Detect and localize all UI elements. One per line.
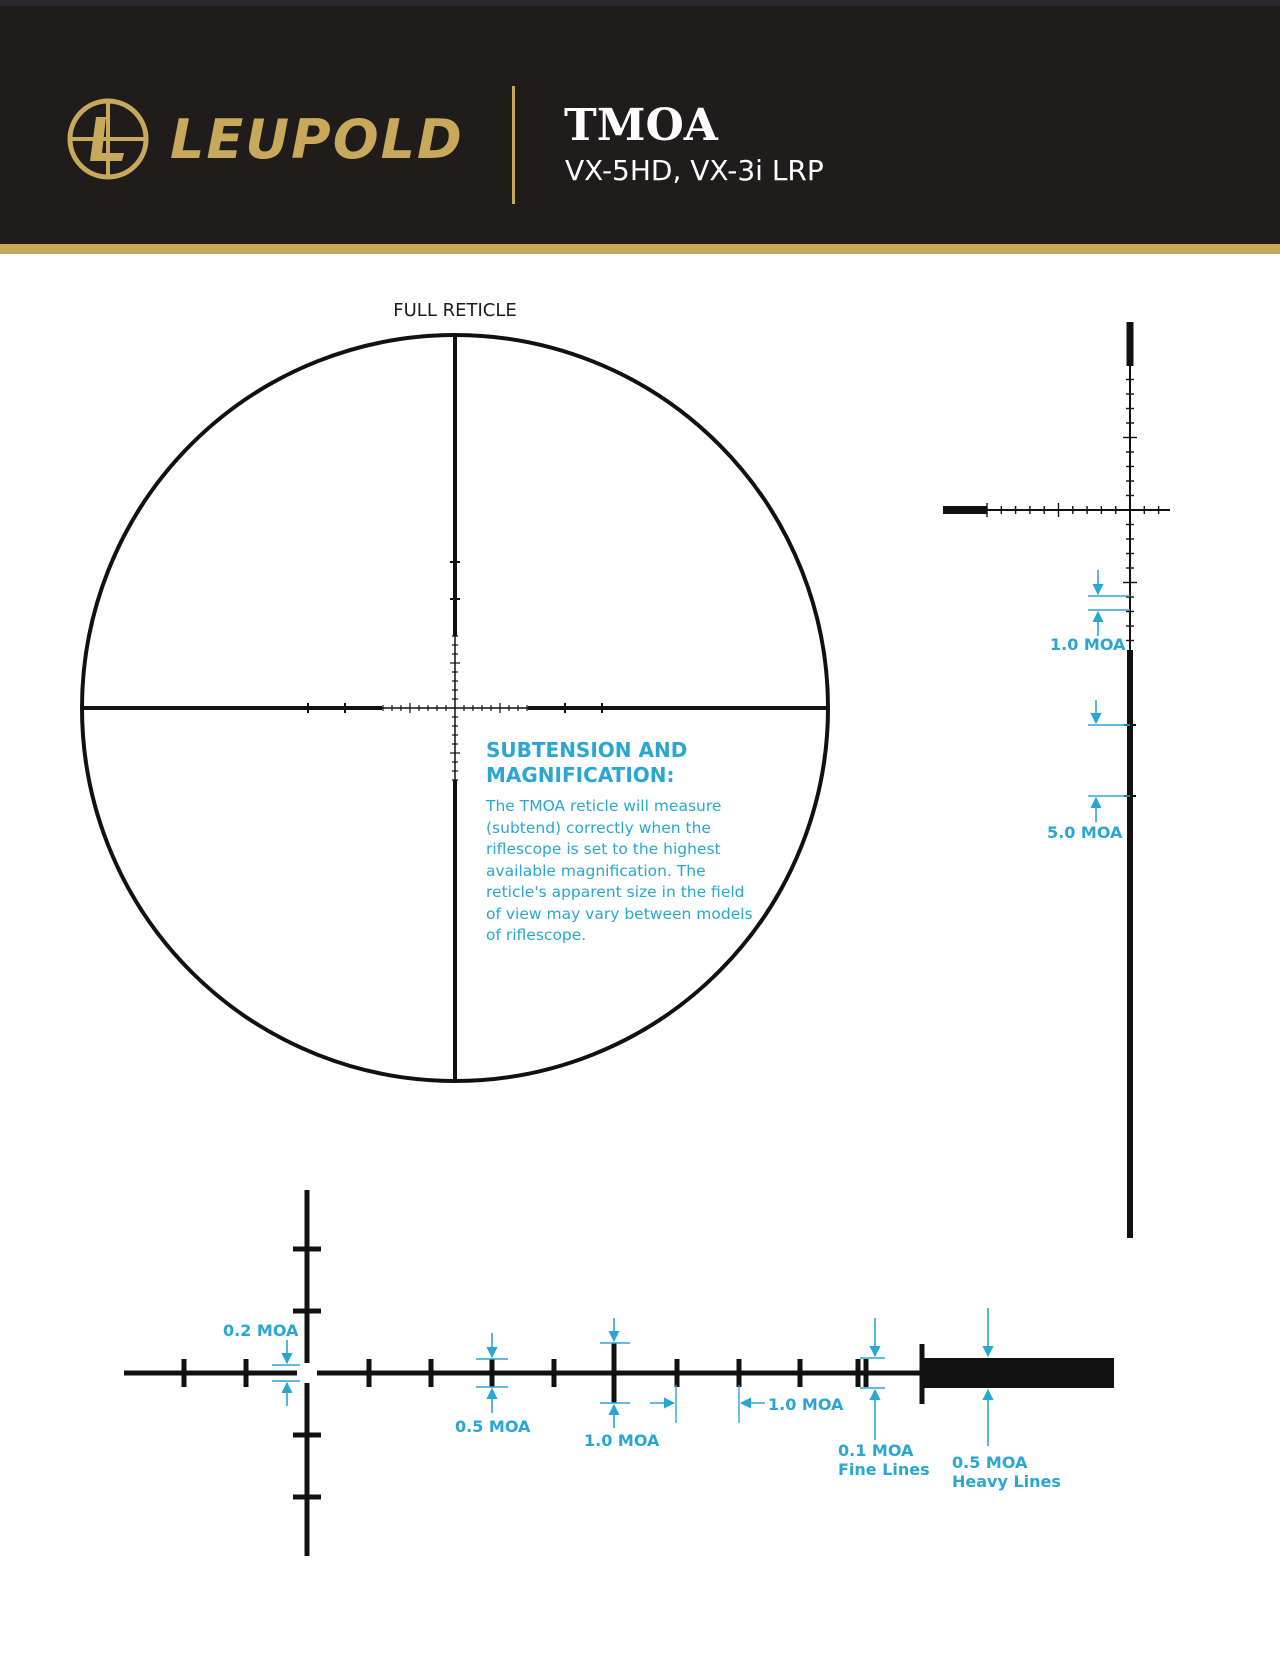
reticle-name: TMOA xyxy=(564,100,718,151)
detail-heavy-post xyxy=(922,1358,1114,1388)
label-10moa-tick: 1.0 MOA xyxy=(584,1431,660,1450)
label-10moa-spacing: 1.0 MOA xyxy=(768,1395,844,1414)
label-05moa: 0.5 MOA xyxy=(455,1417,531,1436)
label-heavy-lines-value: 0.5 MOA xyxy=(952,1453,1028,1472)
horizontal-detail-diagram xyxy=(124,1190,1114,1556)
label-fine-lines-name: Fine Lines xyxy=(838,1460,930,1479)
label-02moa: 0.2 MOA xyxy=(223,1321,299,1340)
subtension-heading: SUBTENSION AND MAGNIFICATION: xyxy=(486,738,688,787)
label-5moa-vertical: 5.0 MOA xyxy=(1047,823,1123,842)
vertical-detail-diagram xyxy=(943,322,1170,1238)
compatible-models: VX-5HD, VX-3i LRP xyxy=(565,154,824,187)
brand-name: LEUPOLD xyxy=(170,108,464,171)
label-heavy-lines-name: Heavy Lines xyxy=(952,1472,1061,1491)
label-fine-lines-value: 0.1 MOA xyxy=(838,1441,914,1460)
label-1moa-vertical: 1.0 MOA xyxy=(1050,635,1126,654)
full-reticle-diagram xyxy=(82,335,828,1081)
full-reticle-label: FULL RETICLE xyxy=(393,300,517,321)
subtension-text: The TMOA reticle will measure (subtend) correctly when the riflescope is set to the highest available magnification. The reticle's apparent size in the field of view may vary between models of riflescope. xyxy=(486,797,753,944)
